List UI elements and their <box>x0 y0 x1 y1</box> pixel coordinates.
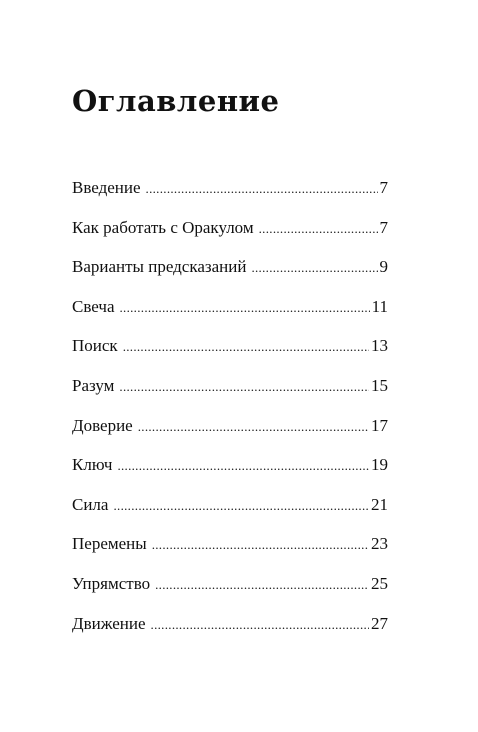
dot-leader <box>123 339 369 355</box>
toc-entry[interactable] <box>72 455 388 495</box>
toc-entry-page: 9 <box>379 257 388 277</box>
dot-leader <box>117 458 369 474</box>
toc-entry-label: Движение <box>72 613 146 633</box>
toc-entry-label: Как работать с Оракулом <box>72 217 254 237</box>
toc-entry[interactable] <box>72 376 388 416</box>
toc-entry-page: 11 <box>371 296 388 316</box>
dot-leader <box>259 221 378 237</box>
toc-entry[interactable] <box>72 534 388 574</box>
toc-entry-label: Разум <box>72 375 115 395</box>
toc-entry-page: 21 <box>371 494 388 514</box>
toc-entry-label: Сила <box>72 494 109 514</box>
toc-entry-label: Перемены <box>72 534 147 554</box>
dot-leader <box>251 260 377 276</box>
toc-entry-page: 27 <box>371 613 388 633</box>
toc-entry[interactable] <box>72 178 388 218</box>
toc-entry-label: Варианты предсказаний <box>72 257 247 277</box>
toc-entry-page: 15 <box>371 375 388 395</box>
toc-entry-label: Свеча <box>72 296 115 316</box>
toc-entry[interactable] <box>72 257 388 297</box>
toc-entry-page: 7 <box>379 178 388 197</box>
toc-entry-page: 23 <box>371 534 388 554</box>
toc-entry[interactable] <box>72 574 388 614</box>
dot-leader <box>151 617 369 633</box>
toc-entry-label: Ключ <box>72 455 113 475</box>
dot-leader <box>152 537 369 553</box>
toc-entry-label: Упрямство <box>72 573 151 593</box>
toc-entry-label: Введение <box>72 178 141 197</box>
table-of-contents <box>72 178 388 653</box>
dot-leader <box>119 379 369 395</box>
toc-entry-page: 7 <box>379 217 388 237</box>
dot-leader <box>138 419 369 435</box>
toc-entry-page: 19 <box>371 455 388 475</box>
toc-entry[interactable] <box>72 416 388 456</box>
dot-leader <box>146 181 378 197</box>
toc-entry-page: 13 <box>371 336 388 356</box>
dot-leader <box>119 300 369 316</box>
toc-entry[interactable] <box>72 336 388 376</box>
toc-entry[interactable] <box>72 218 388 258</box>
toc-entry[interactable] <box>72 297 388 337</box>
toc-entry-page: 25 <box>371 573 388 593</box>
dot-leader <box>155 577 369 593</box>
toc-entry-page: 17 <box>371 415 388 435</box>
dot-leader <box>113 498 369 514</box>
toc-entry-label: Поиск <box>72 336 118 356</box>
toc-entry[interactable] <box>72 495 388 535</box>
toc-entry-label: Доверие <box>72 415 133 435</box>
toc-entry[interactable] <box>72 614 388 654</box>
page-title: Оглавление <box>72 84 280 118</box>
